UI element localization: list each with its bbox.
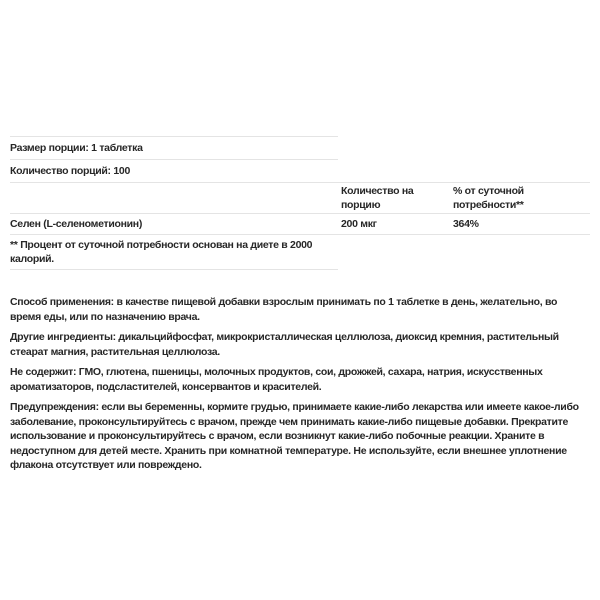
servings-count-text: Количество порций: 100	[10, 165, 130, 177]
nutrient-name: Селен (L-селенометионин)	[10, 218, 143, 230]
serving-size-text: Размер порции: 1 таблетка	[10, 142, 143, 154]
product-info-paragraphs	[10, 295, 590, 473]
page-content	[10, 136, 590, 479]
daily-value-footnote-row	[10, 235, 338, 270]
nutrient-row	[10, 214, 590, 235]
amount-column-header: Количество на порцию	[341, 185, 414, 211]
facts-header-row	[10, 183, 590, 214]
supplement-facts-table	[10, 136, 590, 270]
nutrient-daily-value: 364%	[453, 218, 479, 230]
daily-value-footnote-text: ** Процент от суточной потребности основан на диете в 2000 калорий.	[10, 239, 313, 265]
directions-paragraph: Способ применения: в качестве пищевой добавки взрослым принимать по 1 таблетке в день, желательно, во время еды, или по назначению врача.	[10, 296, 558, 323]
warnings-paragraph: Предупреждения: если вы беременны, кормите грудью, принимаете какие-либо лекарства или имеете какое-либо заболевание, проконсультируйтесь с врачом, прежде чем принимать какие-либо пищевые добавки. Прекратите использование и проконсультируйтесь с врачом, если возникнут какие-либо побочные реакции. Храните в недоступном для детей месте. Хранить при комнатной температуре. Не используйте, если внешнее уплотнение флакона отсутствует или повреждено.	[10, 401, 579, 471]
nutrient-amount: 200 мкг	[341, 218, 377, 230]
daily-value-column-header: % от суточной потребности**	[453, 185, 524, 211]
other-ingredients-paragraph: Другие ингредиенты: дикальцийфосфат, микрокристаллическая целлюлоза, диоксид кремния, растительный стеарат магния, растительная целлюлоза.	[10, 331, 559, 358]
serving-size-row	[10, 136, 338, 160]
free-of-paragraph: Не содержит: ГМО, глютена, пшеницы, молочных продуктов, сои, дрожжей, сахара, натрия, искусственных ароматизаторов, подсластителей, консервантов и красителей.	[10, 366, 543, 393]
servings-count-row	[10, 160, 590, 183]
